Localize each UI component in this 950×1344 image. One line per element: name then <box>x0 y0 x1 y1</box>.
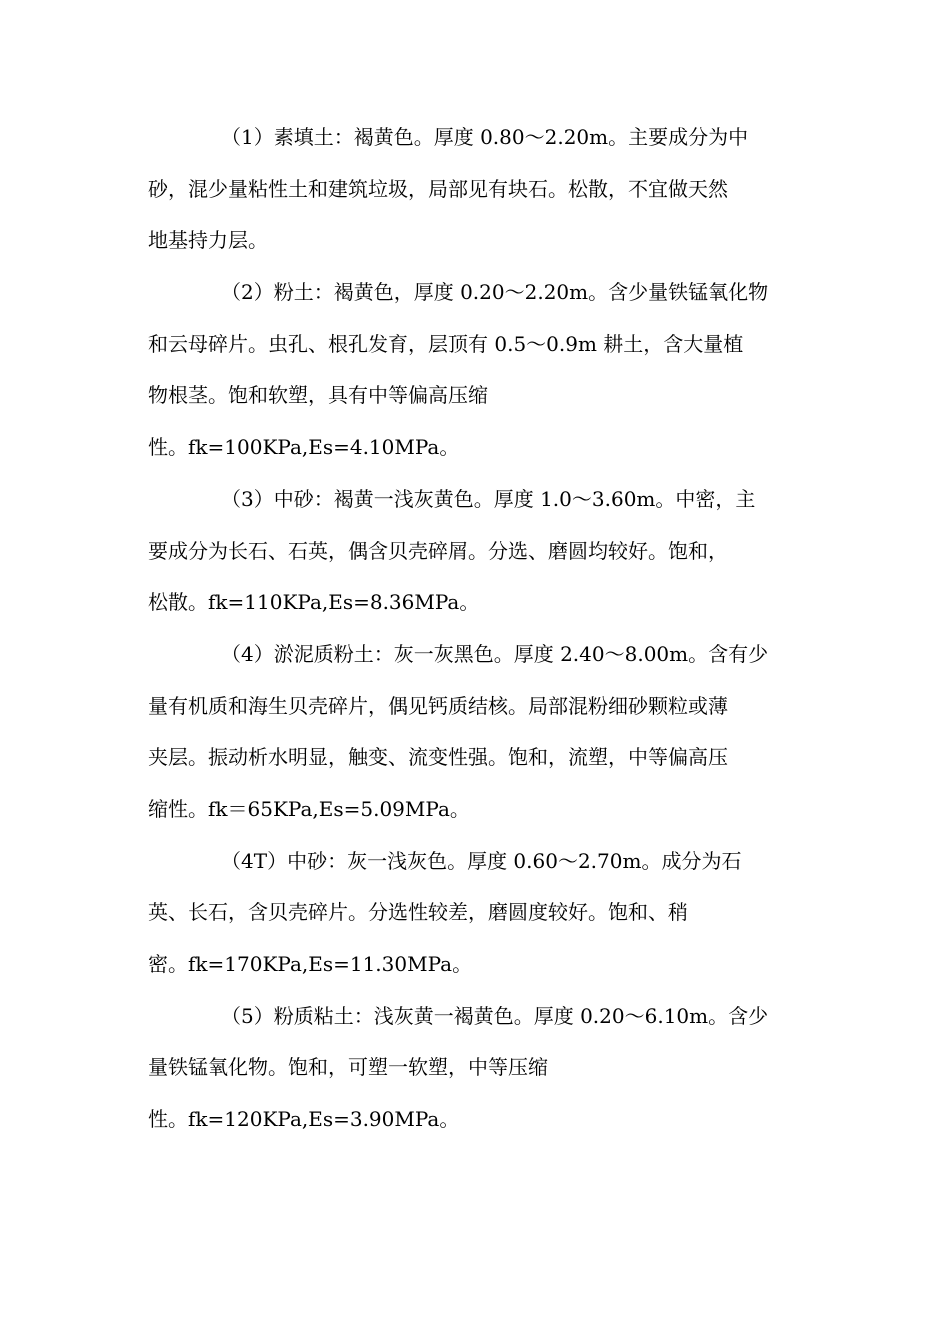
text-line: （1）素填土：褐黄色。厚度 0.80～2.20m。主要成分为中 <box>221 125 749 149</box>
text-line: 砂，混少量粘性土和建筑垃圾，局部见有块石。松散，不宜做天然 <box>148 176 728 201</box>
text-line: 性。fk=100KPa,Es=4.10MPa。 <box>148 435 460 460</box>
text-line: 量有机质和海生贝壳碎片，偶见钙质结核。局部混粉细砂颗粒或薄 <box>148 693 728 718</box>
text-line: （2）粉土：褐黄色，厚度 0.20～2.20m。含少量铁锰氧化物 <box>221 280 769 305</box>
paragraph-mucky-silt <box>148 629 798 836</box>
text-line: （4）淤泥质粉土：灰一灰黑色。厚度 2.40～8.00m。含有少 <box>221 641 769 666</box>
text-line: 英、长石，含贝壳碎片。分选性较差，磨圆度较好。饱和、稍 <box>148 900 688 925</box>
text-line: 物根茎。饱和软塑，具有中等偏高压缩 <box>148 383 488 408</box>
paragraph-medium-sand <box>148 474 798 629</box>
text-line: （3）中砂：褐黄一浅灰黄色。厚度 1.0～3.60m。中密，主 <box>221 486 756 511</box>
text-line: 夹层。振动析水明显，触变、流变性强。饱和，流塑，中等偏高压 <box>148 745 728 770</box>
paragraph-silty-clay <box>148 991 798 1146</box>
text-line: 缩性。fk＝65KPa,Es=5.09MPa。 <box>148 796 470 821</box>
text-line: （5）粉质粘土：浅灰黄一褐黄色。厚度 0.20～6.10m。含少 <box>221 1003 769 1028</box>
text-line: 要成分为长石、石英，偶含贝壳碎屑。分选、磨圆均较好。饱和， <box>148 538 728 563</box>
paragraph-fill-soil <box>148 112 798 267</box>
text-line: 密。fk=170KPa,Es=11.30MPa。 <box>148 952 473 976</box>
text-line: 和云母碎片。虫孔、根孔发育，层顶有 0.5～0.9m 耕土，含大量植 <box>148 331 744 356</box>
text-line: 量铁锰氧化物。饱和，可塑一软塑，中等压缩 <box>148 1055 548 1080</box>
text-line: 地基持力层。 <box>148 228 268 253</box>
paragraph-silt <box>148 267 798 474</box>
text-line: 性。fk=120KPa,Es=3.90MPa。 <box>148 1107 460 1132</box>
paragraph-medium-sand-4t <box>148 836 798 991</box>
text-line: （4T）中砂：灰一浅灰色。厚度 0.60～2.70m。成分为石 <box>221 848 742 873</box>
document-body <box>148 112 798 1146</box>
text-line: 松散。fk=110KPa,Es=8.36MPa。 <box>148 590 480 615</box>
